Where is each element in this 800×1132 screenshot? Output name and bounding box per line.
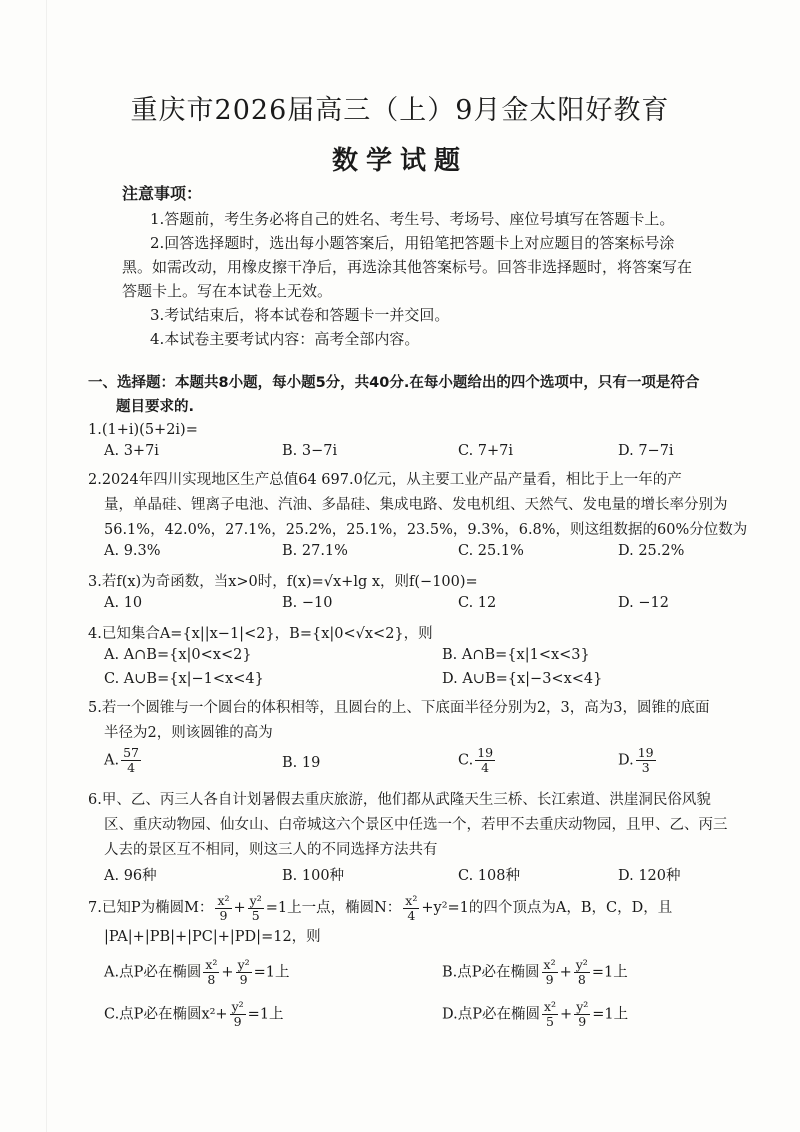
- note-2-cont: 黑。如需改动，用橡皮擦干净后，再选涂其他答案标号。回答非选择题时，将答案写在: [122, 258, 693, 276]
- exam-title: 重庆市2026届高三（上）9月金太阳好教育: [130, 95, 670, 126]
- question-5-options: [104, 746, 744, 786]
- option-c: C. 25.1%: [458, 543, 524, 559]
- question-4-options-ab: [104, 647, 744, 673]
- option-c: C. A∪B={x|−1<x<4}: [104, 671, 264, 687]
- option-b: B. 100种: [282, 868, 345, 884]
- question-7-options-cd: [104, 1000, 744, 1036]
- option-d: D. $\frac{19}{3}$: [618, 745, 654, 775]
- option-b: B. 27.1%: [282, 543, 348, 559]
- option-c: C. 12: [458, 595, 497, 611]
- question-1-options: [104, 443, 744, 469]
- question-2: 2.2024年四川实现地区生产总值64 697.0亿元，从主要工业产品产量看，相比于上一年的产 量，单晶硅、锂离子电池、汽油、多晶硅、集成电路、发电机组、天然气、发电量的增长率分别为 56.1%，42.0%，27.1%，25.2%，25.1%，23.5%，9.3%，6.8%，则这组数据的60%分位数为: [88, 472, 748, 538]
- note-2: 2.回答选择题时，选出每小题答案后，用铅笔把答题卡上对应题目的答案标号涂: [150, 234, 675, 252]
- option-d: D. −12: [618, 595, 669, 611]
- option-b: B. 3−7i: [282, 443, 338, 459]
- question-7: 7.已知P为椭圆M： $\frac{\text{x²}}{9}$ + $\frac{\text{y²}}{5}$ =1上一点，椭圆N： $\frac{\text{x²}}{4}$ +y²=1的四个顶点为A，B，C，D，且 |PA|+|PB|+|PC|+|PD|=12，则: [88, 892, 673, 945]
- option-a: A. 96种: [104, 868, 157, 884]
- question-1: 1.(1+i)(5+2i)=: [88, 422, 198, 438]
- question-3-options: [104, 595, 744, 621]
- option-b: B.点P必在椭圆 $\frac{\text{x²}}{9}$ + $\frac{\text{y²}}{8}$ =1上: [442, 957, 628, 987]
- option-b: B. 19: [282, 755, 321, 771]
- option-d: D. 7−7i: [618, 443, 674, 459]
- option-d: D.点P必在椭圆 $\frac{\text{x²}}{5}$ + $\frac{\text{y²}}{9}$ =1上: [442, 999, 629, 1029]
- question-6: 6.甲、乙、丙三人各自计划暑假去重庆旅游，他们都从武隆天生三桥、长江索道、洪崖洞民俗风貌 区、重庆动物园、仙女山、白帝城这六个景区中任选一个，若甲不去重庆动物园，且甲、乙、丙三 人去的景区互不相同，则这三人的不同选择方法共有: [88, 792, 728, 858]
- option-a: A. $\frac{57}{4}$: [104, 745, 139, 775]
- option-a: A. 3+7i: [104, 443, 159, 459]
- note-2-end: 答题卡上。写在本试卷上无效。: [122, 282, 333, 300]
- option-d: D. A∪B={x|−3<x<4}: [442, 671, 603, 687]
- question-4-options-cd: [104, 671, 744, 697]
- note-4: 4.本试卷主要考试内容：高考全部内容。: [150, 330, 420, 348]
- subject-title: 数学试题: [331, 146, 468, 176]
- question-3: 3.若f(x)为奇函数，当x>0时，f(x)=√x+lg x，则f(−100)=: [88, 574, 478, 590]
- question-2-options: [104, 543, 744, 569]
- note-1: 1.答题前，考生务必将自己的姓名、考生号、考场号、座位号填写在答题卡上。: [150, 210, 675, 228]
- option-c: C. $\frac{19}{4}$: [458, 745, 494, 775]
- note-3: 3.考试结束后，将本试卷和答题卡一并交回。: [150, 306, 450, 324]
- option-a: A.点P必在椭圆 $\frac{\text{x²}}{8}$ + $\frac{\text{y²}}{9}$ =1上: [104, 957, 290, 987]
- option-a: A. A∩B={x|0<x<2}: [104, 647, 252, 663]
- option-d: D. 25.2%: [618, 543, 685, 559]
- question-6-options: [104, 864, 744, 890]
- option-c: C. 7+7i: [458, 443, 514, 459]
- option-a: A. 9.3%: [104, 543, 161, 559]
- question-7-options-ab: [104, 958, 744, 994]
- option-a: A. 10: [104, 595, 143, 611]
- option-d: D. 120种: [618, 868, 681, 884]
- question-4: 4.已知集合A={x||x−1|<2}，B={x|0<√x<2}，则: [88, 626, 433, 642]
- option-c: C.点P必在椭圆x²+ $\frac{\text{y²}}{9}$ =1上: [104, 999, 284, 1029]
- section-heading: 一、选择题：本题共8小题，每小题5分，共40分.在每小题给出的四个选项中，只有一项是符合 题目要求的.: [88, 375, 700, 415]
- option-c: C. 108种: [458, 868, 520, 884]
- option-b: B. A∩B={x|1<x<3}: [442, 647, 590, 663]
- option-b: B. −10: [282, 595, 333, 611]
- notes-heading: 注意事项：: [122, 184, 203, 203]
- question-5: 5.若一个圆锥与一个圆台的体积相等，且圆台的上、下底面半径分别为2，3，高为3，圆锥的底面 半径为2，则该圆锥的高为: [88, 700, 710, 741]
